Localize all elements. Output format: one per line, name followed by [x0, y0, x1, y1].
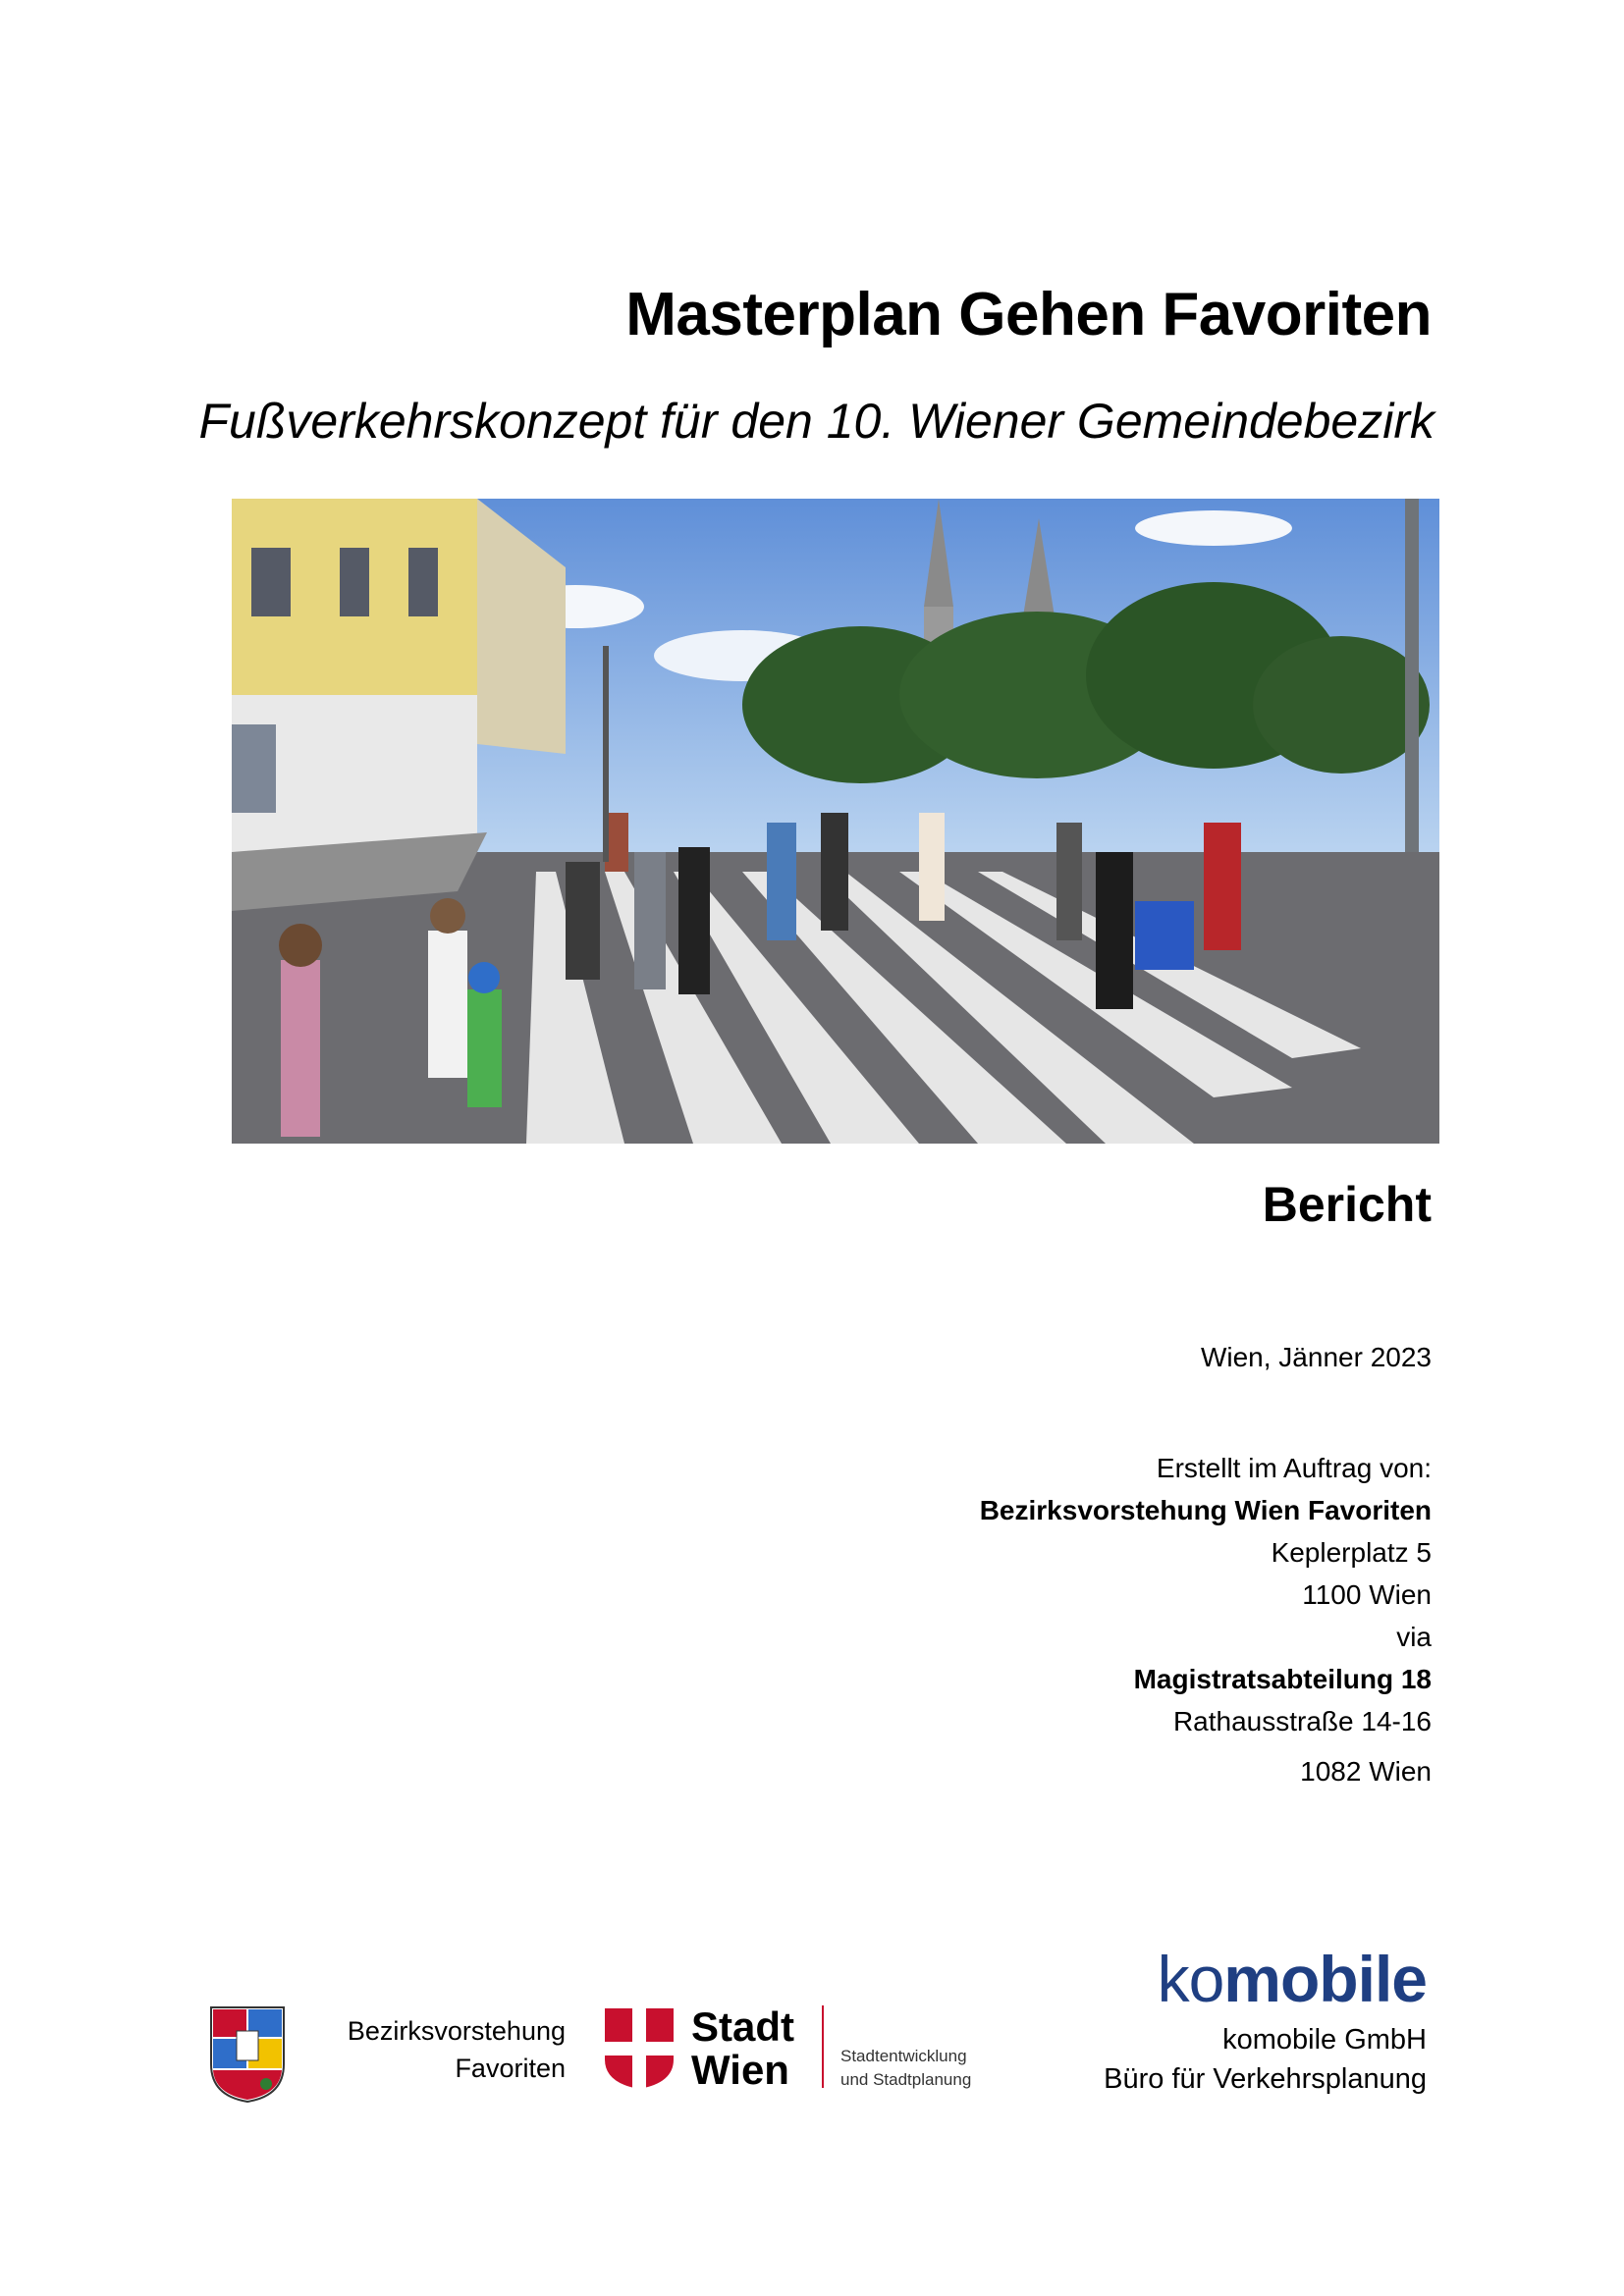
district-line-1: Bezirksvorstehung — [347, 2016, 566, 2046]
client-city: 1100 Wien — [1302, 1579, 1432, 1610]
stadt-wien-logo — [601, 1998, 1033, 2102]
district-line-2: Favoriten — [455, 2054, 566, 2083]
vienna-shield-icon — [605, 2008, 674, 2089]
wien-word: Wien — [691, 2047, 789, 2093]
komobile-logo-ko: ko — [1157, 1943, 1224, 2015]
client-street: Keplerplatz 5 — [1271, 1537, 1432, 1568]
komobile-description: Büro für Verkehrsplanung — [1104, 2063, 1427, 2095]
stadt-word: Stadt — [691, 2003, 794, 2050]
komobile-info — [1104, 2020, 1427, 2099]
client-department: Magistratsabteilung 18 — [1133, 1664, 1432, 1694]
client-intro: Erstellt im Auftrag von: — [1156, 1453, 1432, 1483]
stadt-wien-department — [840, 2045, 971, 2092]
client-via: via — [1396, 1622, 1432, 1652]
dept-line-1: Stadtentwicklung — [840, 2047, 967, 2065]
komobile-company: komobile GmbH — [1222, 2024, 1427, 2056]
favoriten-coat-of-arms-logo — [209, 2005, 286, 2104]
client-name: Bezirksvorstehung Wien Favoriten — [979, 1495, 1432, 1525]
dept-line-2: und Stadtplanung — [840, 2070, 972, 2089]
komobile-logo-mobile: mobile — [1223, 1943, 1427, 2015]
report-type-heading: Bericht — [1262, 1177, 1432, 1232]
date-line: Wien, Jänner 2023 — [1200, 1342, 1432, 1372]
client-block — [980, 1447, 1432, 1792]
document-subtitle: Fußverkehrskonzept für den 10. Wiener Gemeindebezirk — [198, 394, 1435, 449]
client-department-street: Rathausstraße 14-16 — [1172, 1706, 1432, 1736]
client-department-city: 1082 Wien — [1300, 1756, 1432, 1787]
logo-divider — [822, 2005, 824, 2088]
document-title: Masterplan Gehen Favoriten — [625, 281, 1432, 348]
cover-photo — [232, 499, 1439, 1144]
komobile-logo — [1158, 1942, 1427, 2016]
district-name-label — [330, 2012, 566, 2087]
stadt-wien-wordmark — [691, 2005, 794, 2092]
